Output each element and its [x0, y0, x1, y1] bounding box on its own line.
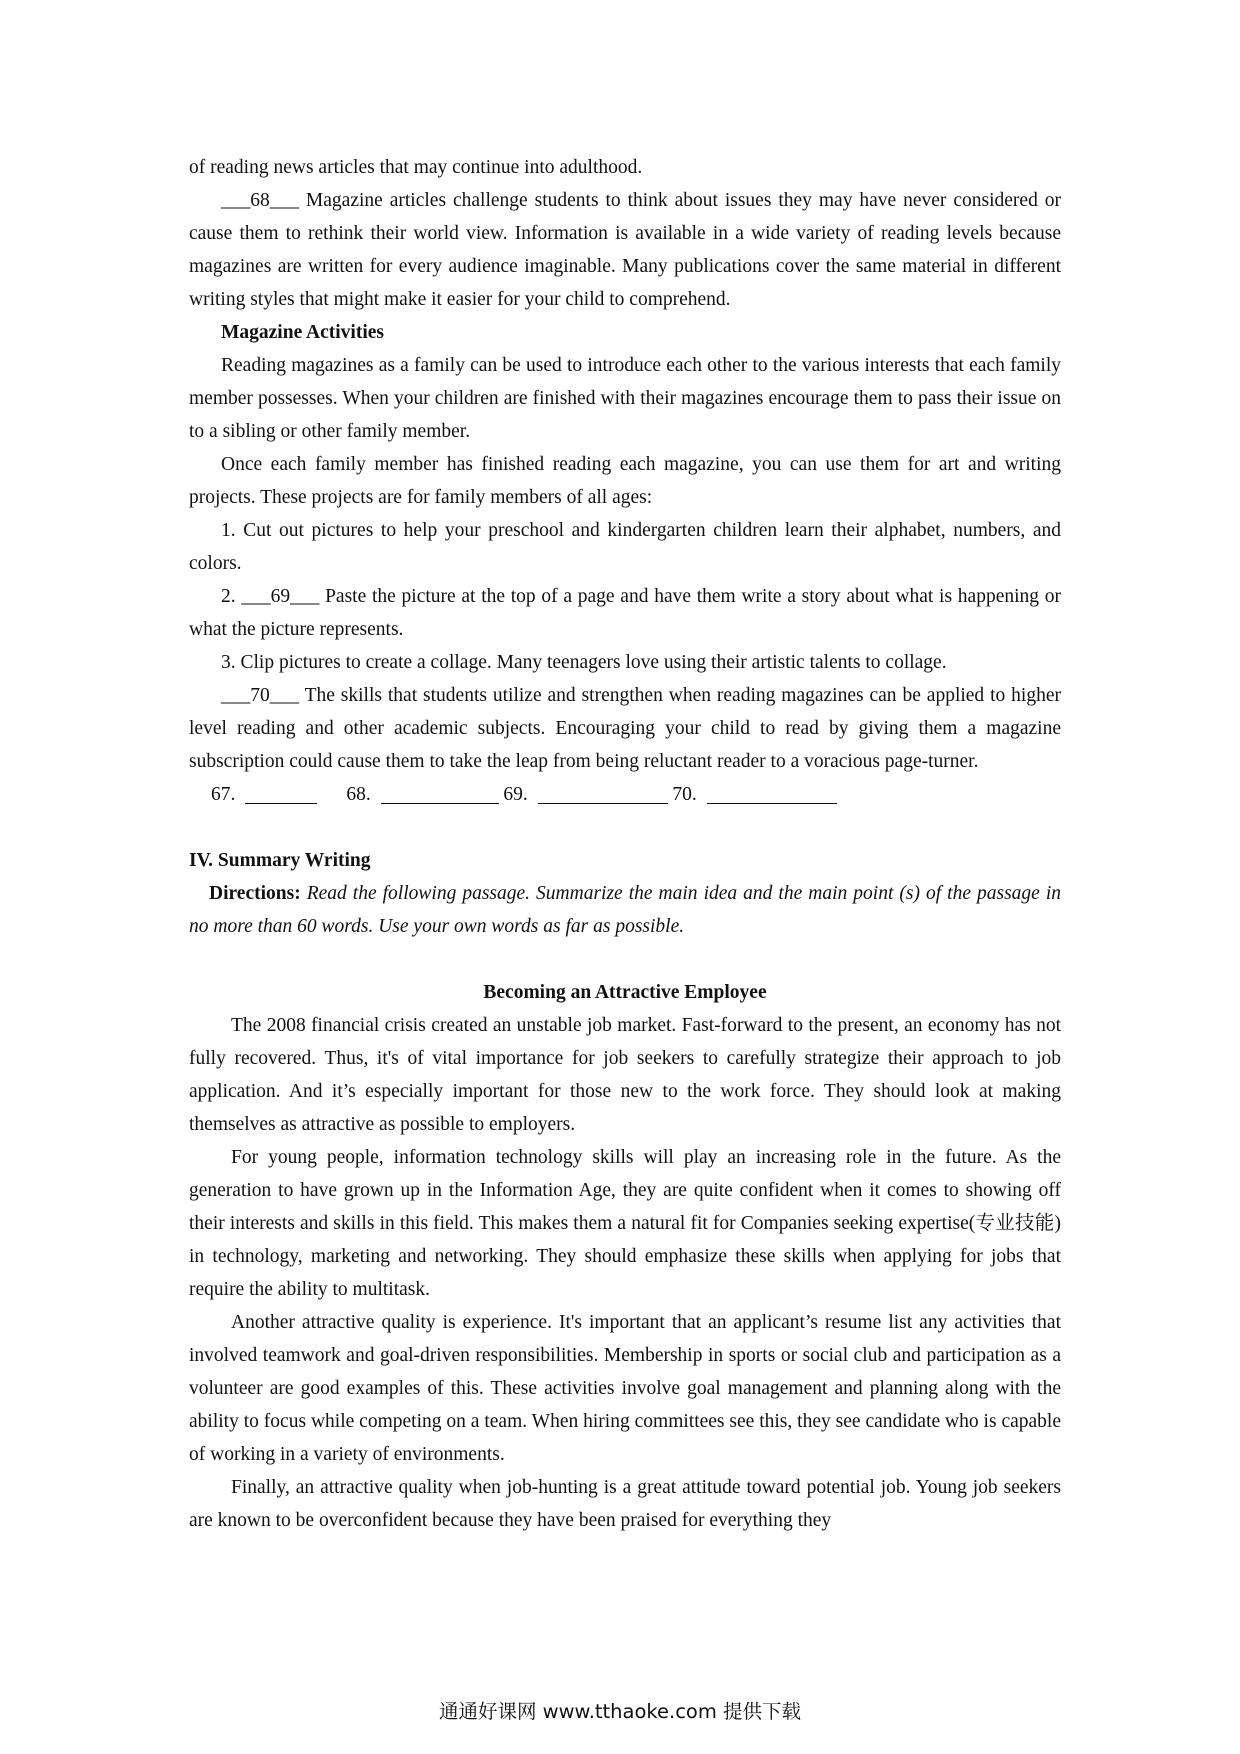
directions-text: Read the following passage. Summarize the main idea and the main point (s) of the passage in no more than 60 words. Use your own words as far as possible. [189, 883, 1061, 937]
directions [189, 877, 1061, 943]
answer-label-68: 68. [346, 784, 371, 805]
answer-blank-68[interactable] [381, 781, 499, 804]
answer-label-67: 67. [211, 784, 236, 805]
page-content [189, 151, 1061, 1537]
paragraph-continuation: of reading news articles that may continue into adulthood. [189, 157, 643, 178]
footer-source: 通通好课网 www.tthaoke.com 提供下载 [438, 1700, 802, 1723]
answer-blank-70[interactable] [707, 781, 837, 804]
directions-label: Directions: [209, 883, 301, 904]
list-item-2: 2. ___69___ Paste the picture at the top of a page and have them write a story about what is happening or what the picture represents. [189, 586, 1061, 640]
paragraph-family-reading: Reading magazines as a family can be used to introduce each other to the various interests that each family member possesses. When your children are finished with their magazines encourage them to pass their issue on to a sibling or other family member. [189, 355, 1061, 442]
answer-blank-67[interactable] [245, 781, 317, 804]
answer-blank-69[interactable] [538, 781, 668, 804]
paragraph-art-projects: Once each family member has finished reading each magazine, you can use them for art and writing projects. These projects are for family members of all ages: [189, 454, 1061, 508]
answer-label-69: 69. [503, 784, 528, 805]
answer-blanks-row [189, 778, 1061, 811]
paragraph-68: ___68___ Magazine articles challenge students to think about issues they may have never considered or cause them to rethink their world view. Information is available in a wide variety of reading levels because magazines are written for every audience imaginable. Many publications cover the same material in different writing styles that might make it easier for your child to comprehend. [189, 190, 1061, 310]
list-item-1: 1. Cut out pictures to help your preschool and kindergarten children learn their alphabet, numbers, and colors. [189, 520, 1061, 574]
passage-paragraph-3: Another attractive quality is experience. It's important that an applicant’s resume list any activities that involved teamwork and goal-driven responsibilities. Membership in sports or social club and participation as a volunteer are good examples of this. These activities involve goal management and planning along with the ability to focus while competing on a team. When hiring committees see this, they see candidate who is capable of working in a variety of environments. [189, 1312, 1061, 1465]
passage-paragraph-1: The 2008 financial crisis created an unstable job market. Fast-forward to the present, an economy has not fully recovered. Thus, it's of vital importance for job seekers to carefully strategize their approach to job application. And it’s especially important for those new to the work force. They should look at making themselves as attractive as possible to employers. [189, 1015, 1061, 1135]
section-title-summary-writing: IV. Summary Writing [189, 850, 371, 871]
section-heading-magazine-activities: Magazine Activities [221, 322, 384, 343]
list-item-3: 3. Clip pictures to create a collage. Many teenagers love using their artistic talents to collage. [221, 652, 947, 673]
passage-paragraph-2: For young people, information technology skills will play an increasing role in the future. As the generation to have grown up in the Information Age, they are quite confident when it comes to showing off their interests and skills in this field. This makes them a natural fit for Companies seeking expertise(专业技能) in technology, marketing and networking. They should emphasize these skills when applying for jobs that require the ability to multitask. [189, 1147, 1061, 1300]
paragraph-70: ___70___ The skills that students utilize and strengthen when reading magazines can be applied to higher level reading and other academic subjects. Encouraging your child to read by giving them a magazine subscription could cause them to take the leap from being reluctant reader to a voracious page-turner. [189, 685, 1061, 772]
passage-paragraph-4: Finally, an attractive quality when job-hunting is a great attitude toward potential job. Young job seekers are known to be overconfident because they have been praised for everything they [189, 1477, 1061, 1531]
answer-label-70: 70. [672, 784, 697, 805]
passage-title: Becoming an Attractive Employee [483, 982, 767, 1003]
